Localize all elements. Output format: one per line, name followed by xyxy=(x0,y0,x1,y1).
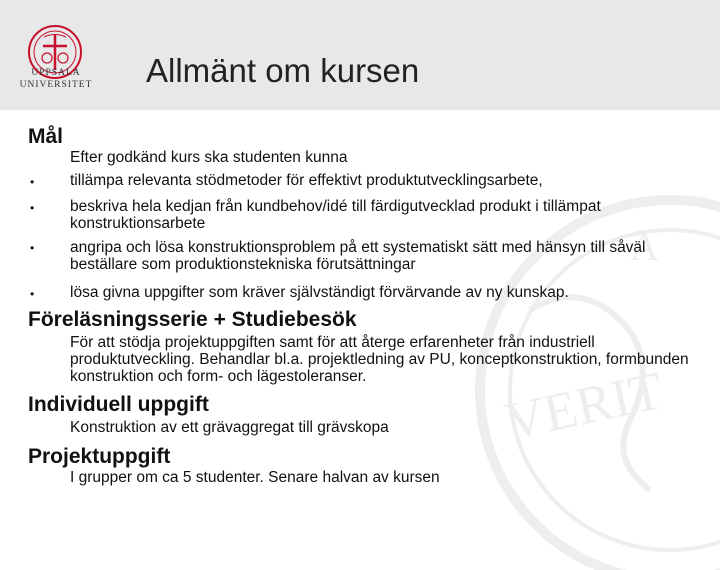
section-heading-forelasning: Föreläsningsserie + Studiebesök xyxy=(28,308,357,331)
logo-text-line2: UNIVERSITET xyxy=(19,80,93,90)
svg-text:VERIT: VERIT xyxy=(500,359,668,452)
section-heading-projekt: Projektuppgift xyxy=(28,445,171,468)
section-heading-mal: Mål xyxy=(28,125,64,148)
mal-bullet-4: lösa givna uppgifter som kräver självständigt förvärvande av ny kunskap. xyxy=(70,284,569,301)
projekt-text: I grupper om ca 5 studenter. Senare halvan av kursen xyxy=(70,469,440,486)
bullet-marker: • xyxy=(30,175,35,189)
forelasning-text: För att stödja projektuppgiften samt för att återge erfarenheter från industriell produktutveckling. Behandlar bl.a. projektledning av PU, konceptkonstruktion, formbunden konstruktion och form- och lägestoleranser. xyxy=(70,334,689,385)
bullet-marker: • xyxy=(30,287,35,301)
mal-bullet-3: angripa och lösa konstruktionsproblem på ett systematiskt sätt med hänsyn till såväl beställare som produktionstekniska förutsättningar xyxy=(70,239,646,273)
mal-intro: Efter godkänd kurs ska studenten kunna xyxy=(70,149,348,166)
mal-bullet-2: beskriva hela kedjan från kundbehov/idé till färdigutvecklad produkt i tillämpat konstruktionsarbete xyxy=(70,198,601,232)
svg-text:A: A xyxy=(630,224,659,269)
logo-text-line1: UPPSALA xyxy=(31,68,81,78)
slide-title: Allmänt om kursen xyxy=(146,52,420,89)
bullet-marker: • xyxy=(30,241,35,255)
individuell-text: Konstruktion av ett grävaggregat till grävskopa xyxy=(70,419,389,436)
section-heading-individuell: Individuell uppgift xyxy=(28,393,209,416)
bullet-marker: • xyxy=(30,201,35,215)
mal-bullet-1: tillämpa relevanta stödmetoder för effektivt produktutvecklingsarbete, xyxy=(70,172,543,189)
